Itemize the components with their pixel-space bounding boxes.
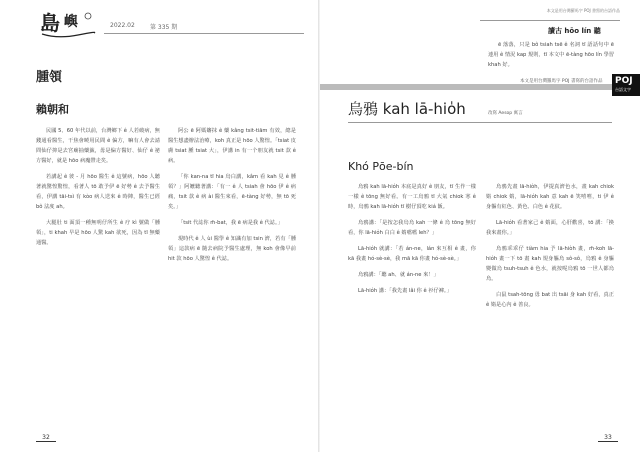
header-date: 2022.02	[110, 22, 135, 29]
title-note: 改寫 Aesop 寓言	[488, 111, 523, 116]
svg-text:島: 島	[40, 11, 60, 35]
right-page	[320, 0, 640, 452]
magazine-logo	[38, 6, 96, 40]
right-column-2	[486, 182, 614, 316]
header-rule	[104, 33, 304, 34]
poj-badge	[612, 74, 640, 96]
header-note: 本文是用台灣羅馬字 POJ 書寫的台語作品	[546, 8, 620, 13]
paragraph: 烏鴉先畫 lā-hio̍h，伊提真濟色水，畫 kah chiok 媠 chiok 媠，lā-hio̍h kah 意 kah ē 笑嘻嘻，ti 伊 ê 身軀有紅色、黃色、白色 ê 花紋。	[486, 184, 614, 210]
left-column-1	[36, 126, 160, 254]
paragraph: 烏鴉講：「是按怎我烏烏 kah 一條 ê 烏 tōng 無好看，你 lā-hio̍h 白白 ê 媠噹噹 leh？」	[348, 220, 476, 236]
banner-text: 本文是用台灣羅馬字 POJ 書寫的台語作品	[520, 79, 603, 84]
page-number: 32	[36, 434, 56, 442]
page-number: 33	[598, 434, 618, 442]
paragraph: ē 落落，只是 bô tsiah tsē ê 名詞 tī 語話句中 ē 連用 ê 情況 kap 規則，tī 本文中 ē-tàng hōo lín 學習 khah 好。	[488, 42, 614, 68]
paragraph: 民國 5、60 年代以前，台灣鄉下 ê 人若破病，無錢通看醫生，干焦會曉用民間 ê 偏方，嘛有人會去請問仙仔抑是去宮廟抽藥籤，毋是偏方醫好、仙仔 ê 祕方醫好，就是 hōo 病魔帶走矣。	[36, 128, 160, 164]
header-issue: 第 335 期	[150, 24, 178, 31]
paragraph: Lā-hio̍h 看著家己 ê 媠面，心肝歡喜，tō 講：「換我來畫你。」	[486, 220, 614, 236]
title-rule	[348, 122, 612, 123]
header-rule	[480, 20, 620, 21]
paragraph: Lā-hio̍h 講：「我先畫 lâi 你 ê 衫仔褲。」	[358, 288, 452, 294]
paragraph: 大腿肚 ti 面頂一種無明仔所生 ê 疗 kì 號做「腫領」，ti khah 早是 hōo 人驚 kah 欲死，因為 tī 無藥通醫。	[36, 220, 160, 246]
paragraph: 烏鴉講：「聽 ah、就 án-ne 來！」	[358, 272, 439, 278]
poj-badge-sub: 台語文字	[615, 87, 631, 92]
article-author: Khó Pōe-bín	[348, 160, 414, 173]
poj-badge-label: POJ	[615, 76, 633, 86]
right-column-1	[348, 182, 476, 302]
paragraph: 若講起 ê 彼 - 月 hōo 醫生 ê 這號病，hōo 人聽著就驚惶驚惶，看著人 tō 敢予伊 ē 好勢 ê 去予醫生看，伊講 tāi-tsì 有 kòo 病人送來 ê 時陣，醫生已經 bô 法度 ah。	[36, 174, 160, 210]
right-top-column	[488, 40, 614, 76]
paragraph: 白鼠 tsah-tōng 毋 bat 出 tsāi 身 kah 好看，真正 ê 媠是心內 ê 善良。	[486, 292, 614, 308]
article-title: 腫領	[36, 70, 63, 85]
paragraph: Lā-hio̍h 就講：「若 án-ne，lán 來互相 ê 畫，你 kā 我畫 hó-sè-sè，我 mā kā 你畫 hó-sè-sè。」	[348, 246, 476, 262]
article-author: 賴朝和	[36, 103, 69, 116]
paragraph: 現時代 ê 人 ùi 醫學 ê 知識有加 tsin 濟，若有「腫領」這款病 ē 隨去病院予醫生處理，無 koh 會像早前 hit 款 hōo 人驚惶 ê 代誌。	[168, 236, 296, 262]
paragraph: 阿公 ē 阿媽嬸抹 ê 藥 kâng tsit-tiām 有效，總是醫生想盡辦法治療，koh 真正是 hōo 人驚惶。「tsiat 皮膚 tsiat 腫 tsiat 大」，伊講 in 有一个朋友就 tsit 款 ê 病。	[168, 128, 296, 164]
left-column-2	[168, 126, 296, 270]
paragraph: 烏鴉 kah lā-hio̍h 本底是真好 ê 朋友，tī 生作一樣一樣 ê tōng 無好看。有一工烏鴉 tī 大氣 chiok 寒 ê 時，烏鴉 kah lā-hio̍h tī 樹仔頂吃 kiá 飯。	[348, 184, 476, 210]
paragraph: 烏鴉乖乖仔 tiàm hia 予 lā-hio̍h 畫，m̄-koh lā-hio̍h 畫一下 tō 畫 kah 規身軀烏 sô-sô，烏鴉 ê 身軀變做烏 tsuh-tsuh ê 色水，就按呢烏鴉 tō 一世人都烏烏。	[486, 246, 614, 282]
article-title: 烏鴉 kah lā-hio̍h	[348, 100, 466, 118]
column-title: 讀古 hōo lín 聽	[548, 27, 601, 35]
paragraph: 「tsit 代誌你 m̄-bat，我 ē 病是我 ê 代誌。」	[178, 220, 283, 226]
svg-text:嶼: 嶼	[64, 14, 78, 30]
poj-banner-bar	[320, 84, 612, 90]
paragraph: 「你 kan-na tī hia 烏白講，kâm 看 kah 見 ê 腫領？」阿嬤聽著講：「有一 ê 人 tsiah 會 hōo 伊 ê 病痛，tsit 款 ê 病 ài 醫生來看，ē-tàng 好勢，無 tō 死矣。」	[168, 174, 296, 210]
